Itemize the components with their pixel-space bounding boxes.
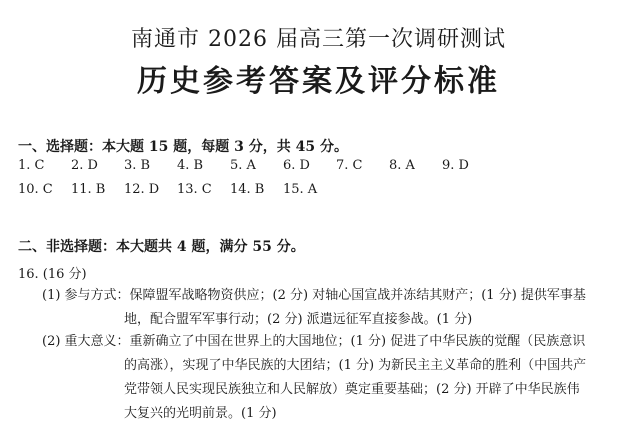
item2-line1: (2) 重大意义：重新确立了中国在世界上的大国地位；(1 分) 促进了中华民族的觉醒（民族意识	[42, 334, 586, 349]
section1-heading: 一、选择题：本大题 15 题，每题 3 分，共 45 分。	[18, 139, 348, 155]
page-title: 南通市 2026 届高三第一次调研测试	[131, 27, 506, 52]
answer-item: 13. C	[177, 182, 212, 197]
section2-heading: 二、非选择题：本大题共 4 题，满分 55 分。	[18, 239, 305, 255]
answers-row-2	[18, 182, 336, 197]
answers-row-1	[18, 158, 495, 173]
item1-line1: (1) 参与方式：保障盟军战略物资供应；(2 分) 对轴心国宣战并冻结其财产；(1 分) 提供军事基	[42, 288, 586, 303]
q16-item-1	[42, 284, 632, 332]
answer-item: 15. A	[283, 182, 318, 197]
answer-item: 12. D	[124, 182, 160, 197]
answer-item: 4. B	[177, 158, 204, 173]
answer-item: 6. D	[283, 158, 310, 173]
item2-line3: 党带领人民实现民族独立和人民解放）奠定重要基础；(2 分) 开辟了中华民族伟	[124, 382, 580, 397]
answer-item: 10. C	[18, 182, 53, 197]
answer-item: 2. D	[71, 158, 98, 173]
question-16-label: 16. (16 分)	[18, 267, 87, 282]
answer-item: 14. B	[230, 182, 265, 197]
item1-line2: 地，配合盟军军事行动；(2 分) 派遣远征军直接参战。(1 分)	[124, 312, 473, 327]
answer-item: 7. C	[336, 158, 363, 173]
answer-item: 3. B	[124, 158, 151, 173]
answer-item: 9. D	[442, 158, 469, 173]
answer-item: 1. C	[18, 158, 45, 173]
item2-line4: 大复兴的光明前景。(1 分)	[124, 406, 277, 421]
answer-item: 11. B	[71, 182, 106, 197]
answer-item: 5. A	[230, 158, 256, 173]
item2-line2: 的高涨），实现了中华民族的大团结；(1 分) 为新民主主义革命的胜利（中国共产	[124, 358, 587, 373]
page-subtitle: 历史参考答案及评分标准	[137, 64, 500, 99]
q16-item-2	[42, 330, 632, 426]
answer-item: 8. A	[389, 158, 415, 173]
